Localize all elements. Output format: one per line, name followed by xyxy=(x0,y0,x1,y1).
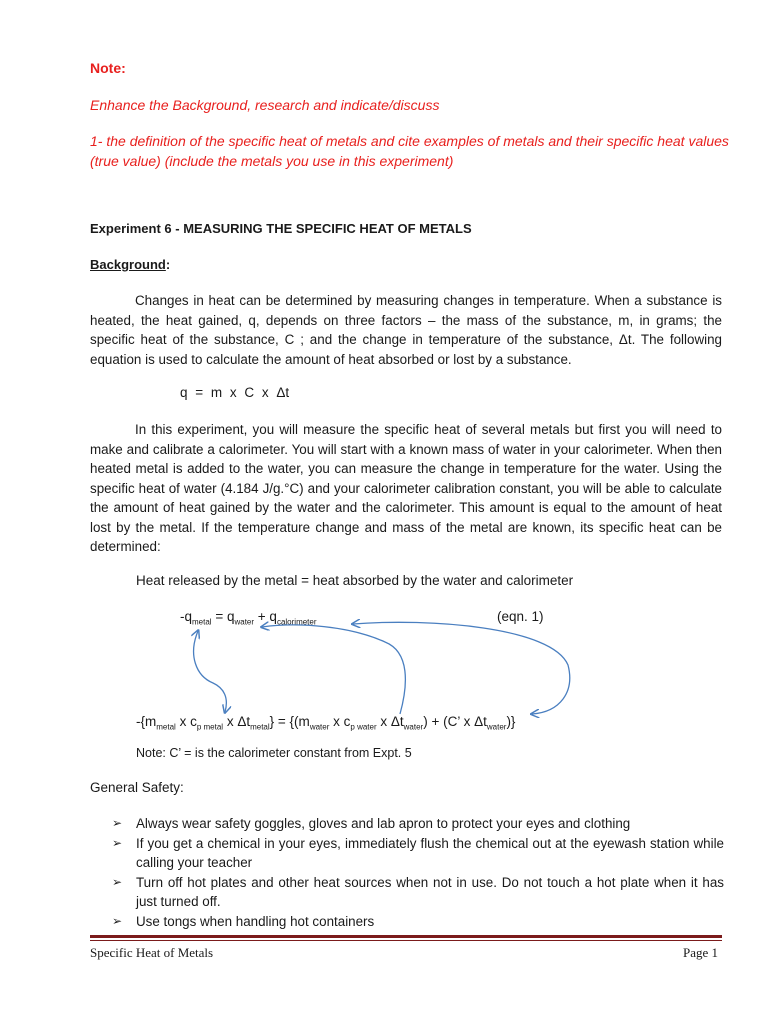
calorimeter-constant-note: Note: C’ = is the calorimeter constant from Expt. 5 xyxy=(136,746,412,760)
safety-item-text: Turn off hot plates and other heat sources when not in use. Do not touch a hot plate when it has just turned off. xyxy=(136,874,724,909)
background-paragraph-2-text: In this experiment, you will measure the specific heat of several metals but first you will need to make and calibrate a calorimeter. You will start with a known mass of water in your calorimeter. When then heated metal is added to the water, you can measure the change in temperature for the water. Using the specific heat of water (4.184 J/g.°C) and your calorimeter calibration constant, you will be able to calculate the amount of heat gained by the water and the calorimeter. This amount is equal to the amount of heat lost by the metal. If the temperature change and mass of the metal are known, its specific heat can be determined: xyxy=(90,422,722,554)
experiment-title: Experiment 6 - MEASURING THE SPECIFIC HEAT OF METALS xyxy=(90,221,472,236)
eqn2-sub-2: p metal xyxy=(196,722,224,732)
page-number: Page 1 xyxy=(683,945,719,960)
heat-equation: q = m x C x Δt xyxy=(180,385,290,400)
eqn1-equals: = q xyxy=(211,609,235,624)
eqn1-plus: + q xyxy=(254,609,277,624)
bullet-arrow-icon: ➢ xyxy=(112,816,123,830)
heat-statement: Heat released by the metal = heat absorbed by the water and calorimeter xyxy=(136,573,574,588)
safety-item-text: Always wear safety goggles, gloves and lab apron to protect your eyes and clothing xyxy=(136,816,631,831)
eqn2-part-1: -{m xyxy=(136,714,157,729)
eqn1-metal-sub: metal xyxy=(192,617,212,627)
note-instruction: Enhance the Background, research and indicate/discuss xyxy=(90,97,440,113)
safety-list xyxy=(112,814,724,931)
background-paragraph-1-text: Changes in heat can be determined by measuring changes in temperature. When a substance is heated, the heat gained, q, depends on three factors – the mass of the substance, m, in grams; the specific heat of the substance, C ; and the change in temperature of the substance, Δt. The following equation is used to calculate the amount of heat absorbed or lost by a substance. xyxy=(90,293,722,367)
background-heading xyxy=(90,257,170,272)
eqn2-sub-6: water xyxy=(403,722,424,732)
background-paragraph-1 xyxy=(90,291,722,369)
eqn1-cal-sub: calorimeter xyxy=(276,617,317,627)
eqn2-part-7: ) + (C’ x Δt xyxy=(423,714,487,729)
equation-1-label: (eqn. 1) xyxy=(497,609,544,624)
safety-item xyxy=(112,834,724,873)
note-item-1: 1- the definition of the specific heat of metals and cite examples of metals and their specific heat values (true value) (include the metals you use in this experiment) xyxy=(90,133,729,169)
eqn2-part-5: x c xyxy=(329,714,351,729)
bullet-arrow-icon: ➢ xyxy=(112,874,123,889)
bullet-arrow-icon: ➢ xyxy=(112,913,123,928)
eqn2-part-8: )} xyxy=(506,714,516,729)
eqn2-sub-3: metal xyxy=(250,722,270,732)
eqn2-part-4: } = {(m xyxy=(269,714,310,729)
eqn2-part-2: x c xyxy=(175,714,197,729)
arrow-metal xyxy=(194,631,227,712)
note-label: Note: xyxy=(90,60,126,76)
eqn2-sub-4: water xyxy=(309,722,330,732)
eqn1-neg-q: -q xyxy=(180,609,193,624)
equation-2 xyxy=(136,714,515,732)
safety-heading: General Safety: xyxy=(90,780,184,795)
eqn2-part-3: x Δt xyxy=(223,714,251,729)
eqn2-sub-1: metal xyxy=(156,722,176,732)
footer-rule-thin xyxy=(90,940,722,941)
background-paragraph-2 xyxy=(90,420,722,557)
safety-item-text: If you get a chemical in your eyes, immediately flush the chemical out at the eyewash station while calling your teacher xyxy=(136,835,724,870)
safety-item-text: Use tongs when handling hot containers xyxy=(136,913,375,929)
arrow-calorimeter xyxy=(353,622,570,714)
background-heading-colon: : xyxy=(165,257,171,272)
footer-title: Specific Heat of Metals xyxy=(90,945,214,960)
bullet-arrow-icon: ➢ xyxy=(112,835,123,850)
eqn2-sub-7: water xyxy=(486,722,507,732)
equation-1 xyxy=(180,609,317,627)
eqn2-sub-5: p water xyxy=(350,722,377,732)
arrow-water xyxy=(262,625,405,714)
eqn1-water-sub: water xyxy=(234,617,255,627)
background-heading-text: Background xyxy=(90,257,166,272)
safety-item xyxy=(112,873,724,912)
footer-rule-thick xyxy=(90,935,722,938)
safety-item xyxy=(112,912,724,932)
safety-item xyxy=(112,814,724,834)
eqn2-part-6: x Δt xyxy=(376,714,404,729)
